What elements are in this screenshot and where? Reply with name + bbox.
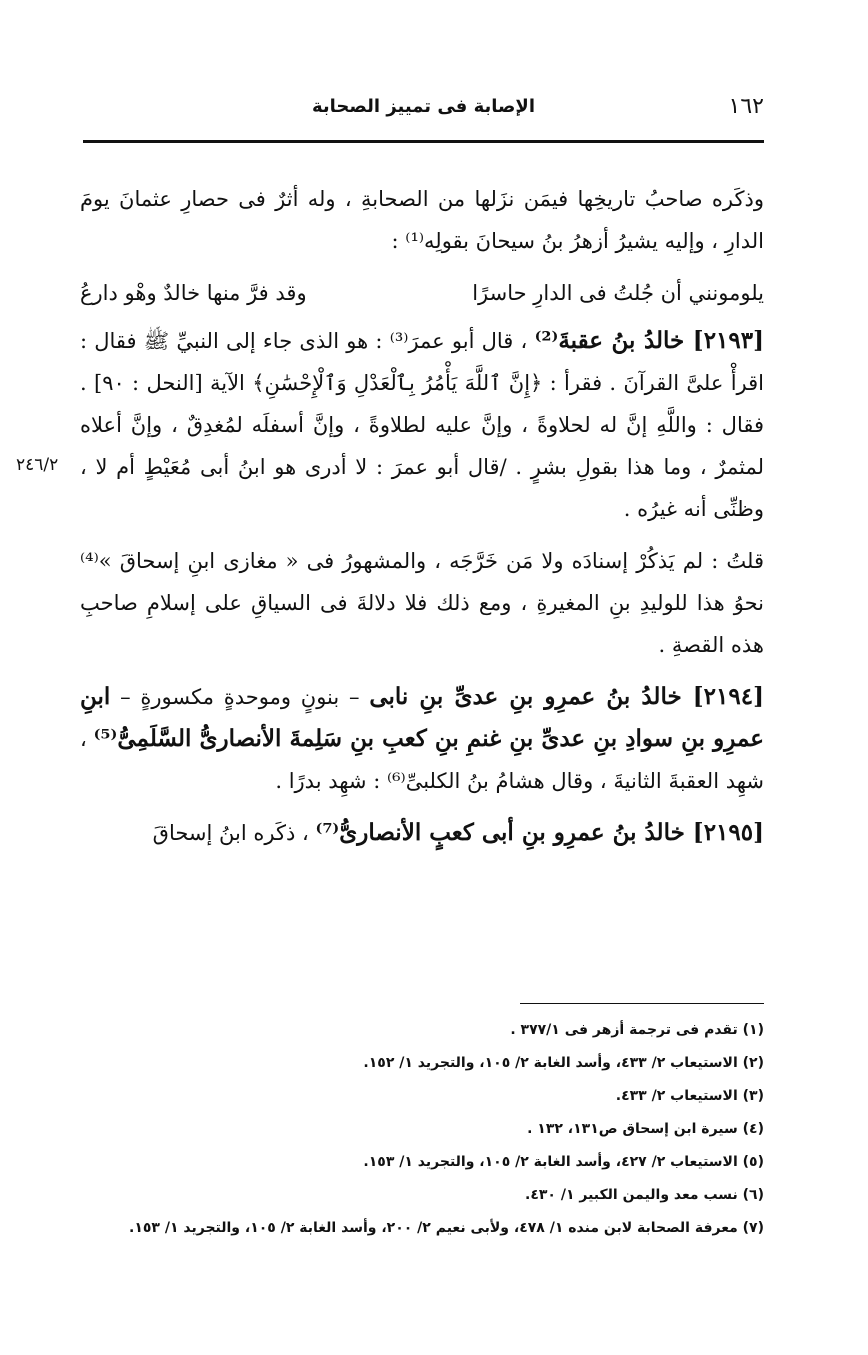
entry-2194 (80, 676, 764, 802)
main-text (80, 178, 764, 864)
paragraph-qult: قلتُ : لم يَذكُرْ إسنادَه ولا مَن خَرَّجَه ، والمشهورُ فى « مغازى ابنِ إسحاقَ »⁽⁴⁾ نحوُ هذا للوليدِ بنِ المغيرةِ ، ومع ذلك فلا دلالةَ فى السياقِ على إسلامِ صاحبِ هذه القصةِ . (80, 549, 764, 657)
entry-2194-spelling-note: – بنونٍ وموحدةٍ مكسورةٍ – (120, 685, 360, 709)
footnote-7: (٧) معرفة الصحابة لابن منده ١/ ٤٧٨، ولأبى نعيم ٢/ ٢٠٠، وأسد الغابة ٢/ ١٠٥، والتجريد ١/ ١٥٣. (129, 1220, 764, 1236)
poem-verse (80, 272, 764, 314)
footnote-5: (٥) الاستيعاب ٢/ ٤٢٧، وأسد الغابة ٢/ ١٠٥، والتجريد ١/ ١٥٣. (363, 1154, 764, 1170)
entry-2194-heading: [٢١٩٤] خالدُ بنُ عمرِو بنِ عدىِّ بنِ نابى (369, 683, 764, 710)
footnote-separator (520, 1003, 764, 1004)
paragraph-1: وذكَره صاحبُ تاريخِها فيمَن نزَلها من الصحابةِ ، وله أثرٌ فى حصارِ عثمانَ يومَ الدارِ ، وإليه يشيرُ أزهرُ بنُ سيحانَ بقولِه⁽¹⁾ : (80, 187, 764, 253)
entry-2195-heading: [٢١٩٥] خالدُ بنُ عمرِو بنِ أبى كعبٍ الأنصارىُّ⁽⁷⁾ (315, 819, 764, 846)
running-title: الإصابة فى تمييز الصحابة (312, 96, 535, 117)
verse-first-hemistich: يلومونني أن جُلتُ فى الدارِ حاسرًا (472, 281, 764, 305)
footnotes (80, 1014, 764, 1245)
verse-second-hemistich: وقد فرَّ منها خالدٌ وهْو دارعُ (80, 281, 307, 305)
footnote-1: (١) تقدم فى ترجمة أزهر فى ٣٧٧/١ . (510, 1022, 764, 1038)
page-number: ١٦٢ (728, 94, 764, 119)
margin-page-reference: ٢٤٦/٢ (16, 455, 59, 475)
footnote-2: (٢) الاستيعاب ٢/ ٤٣٣، وأسد الغابة ٢/ ١٠٥، والتجريد ١/ ١٥٢. (363, 1055, 764, 1071)
entry-2193-heading: [٢١٩٣] خالدُ بنُ عقبةَ⁽²⁾ (534, 327, 765, 354)
entry-2195-text: ، ذكَره ابنُ إسحاقَ (152, 821, 309, 845)
page-header (83, 92, 764, 132)
footnote-6: (٦) نسب معد واليمن الكبير ١/ ٤٣٠. (524, 1187, 764, 1203)
header-rule (83, 140, 764, 143)
entry-2195 (80, 812, 764, 854)
entry-2194-text: ، شهِد العقبةَ الثانيةَ ، وقال هشامُ بنُ الكلبىِّ⁽⁶⁾ : شهِد بدرًا . (80, 727, 764, 793)
entry-2193 (80, 320, 764, 530)
footnote-3: (٣) الاستيعاب ٢/ ٤٣٣. (615, 1088, 764, 1104)
entry-2194-lineage: ابنِ عمرِو بنِ سوادِ بنِ عدىِّ بنِ غنمِ بنِ كعبِ بنِ سَلِمةَ الأنصارىُّ السَّلَمِىُّ⁽⁵⁾ (80, 683, 764, 752)
entry-2193-text: ، قال أبو عمرَ⁽³⁾ : هو الذى جاء إلى النبيِّ ﷺ فقال : اقرأْ علىَّ القرآنَ . فقرأ : ﴿إِنَّ ٱللَّهَ يَأْمُرُ بِٱلْعَدْلِ وَٱلْإِحْسَٰنِ﴾ الآية [النحل : ٩٠] . فقال : واللَّهِ إنَّ له لحلاوةً ، وإنَّ عليه لطلاوةً ، وإنَّ أسفلَه لمُغدِقٌ ، وإنَّ أعلاه لمثمرٌ ، وما هذا بقولِ بشرٍ . /قال أبو عمرَ : لا أدرى هو ابنُ أبى مُعَيْطٍ أم لا ، وظنِّى أنه غيرُه . (80, 329, 765, 521)
footnote-4: (٤) سيرة ابن إسحاق ص١٣١، ١٣٢ . (527, 1121, 764, 1137)
